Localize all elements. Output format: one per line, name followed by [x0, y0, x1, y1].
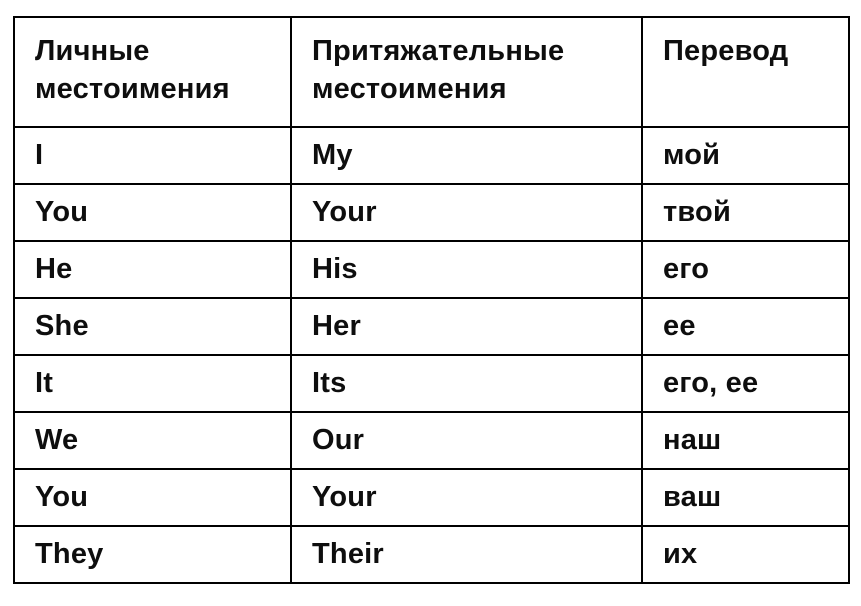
table-row [14, 298, 849, 355]
header-translation: Перевод [642, 17, 849, 127]
header-possessive-pronouns: Притяжательные местоимения [291, 17, 642, 127]
table-row [14, 184, 849, 241]
personal-pronoun-cell: She [14, 298, 291, 355]
table-row [14, 469, 849, 526]
table-row [14, 127, 849, 184]
personal-pronoun-cell: They [14, 526, 291, 583]
pronoun-table-container [13, 16, 850, 584]
pronoun-table-header [14, 17, 849, 127]
possessive-pronoun-cell: Its [291, 355, 642, 412]
possessive-pronoun-cell: Their [291, 526, 642, 583]
header-row [14, 17, 849, 127]
personal-pronoun-cell: We [14, 412, 291, 469]
translation-cell: его, ее [642, 355, 849, 412]
translation-cell: ее [642, 298, 849, 355]
possessive-pronoun-cell: His [291, 241, 642, 298]
possessive-pronoun-cell: My [291, 127, 642, 184]
possessive-pronoun-cell: Your [291, 469, 642, 526]
table-row [14, 355, 849, 412]
personal-pronoun-cell: He [14, 241, 291, 298]
possessive-pronoun-cell: Our [291, 412, 642, 469]
table-row [14, 526, 849, 583]
pronoun-table [13, 16, 850, 584]
personal-pronoun-cell: I [14, 127, 291, 184]
personal-pronoun-cell: You [14, 469, 291, 526]
translation-cell: наш [642, 412, 849, 469]
header-personal-pronouns: Личные местоимения [14, 17, 291, 127]
possessive-pronoun-cell: Your [291, 184, 642, 241]
translation-cell: ваш [642, 469, 849, 526]
translation-cell: мой [642, 127, 849, 184]
personal-pronoun-cell: It [14, 355, 291, 412]
translation-cell: твой [642, 184, 849, 241]
table-row [14, 412, 849, 469]
translation-cell: их [642, 526, 849, 583]
pronoun-table-body [14, 127, 849, 583]
translation-cell: его [642, 241, 849, 298]
table-row [14, 241, 849, 298]
possessive-pronoun-cell: Her [291, 298, 642, 355]
personal-pronoun-cell: You [14, 184, 291, 241]
